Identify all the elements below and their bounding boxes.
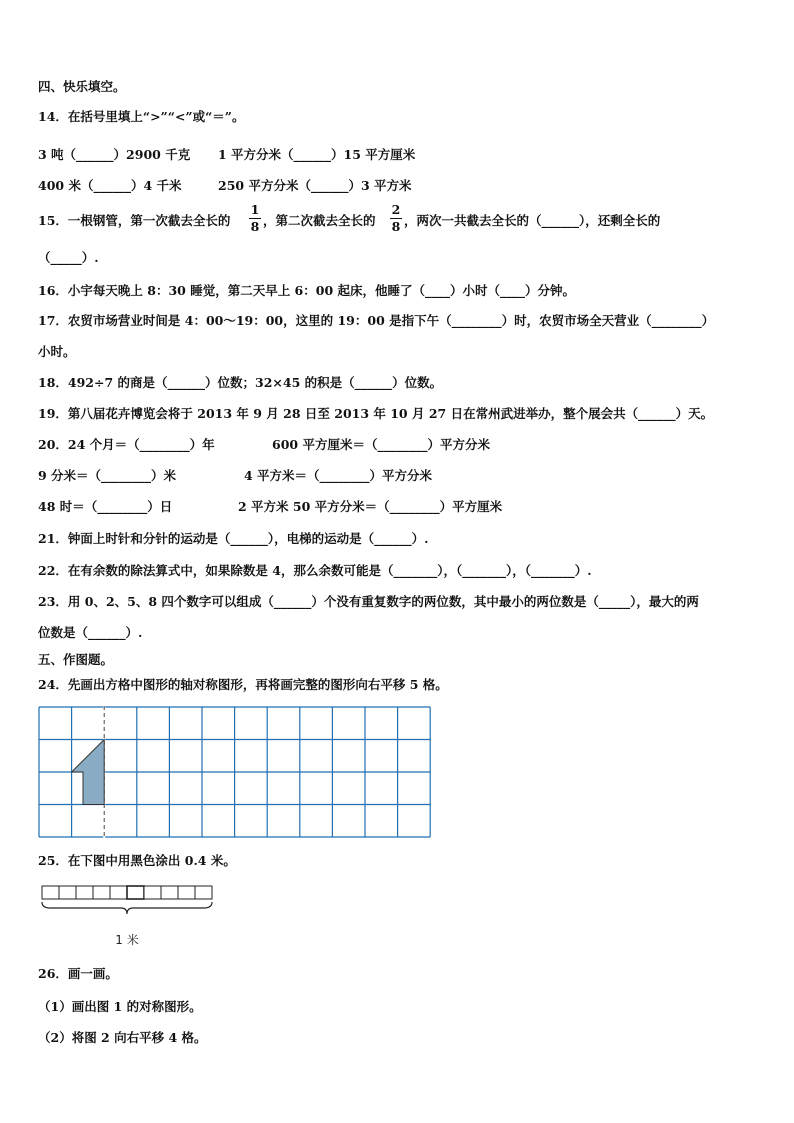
question-14-stem: 14．在括号里填上“>”“<”或“＝”。 <box>38 109 245 124</box>
question-20-item-3: 9 分米＝（________）米 <box>38 468 177 483</box>
question-14-item-4: 250 平方分米（______）3 平方米 <box>218 178 412 193</box>
question-26-sub-1: （1）画出图 1 的对称图形。 <box>38 999 202 1014</box>
question-14-item-2: 1 平方分米（______）15 平方厘米 <box>218 147 416 162</box>
ruler-cell <box>161 886 178 899</box>
question-24: 24．先画出方格中图形的轴对称图形，再将画完整的图形向右平移 5 格。 <box>38 677 448 692</box>
fraction-two-eighths <box>390 203 402 234</box>
section-heading-4: 四、快乐填空。 <box>38 79 126 94</box>
question-20-item-6: 2 平方米 50 平方分米＝（________）平方厘米 <box>238 499 503 514</box>
question-26: 26．画一画。 <box>38 966 118 981</box>
ruler-label: 1 米 <box>115 933 139 947</box>
question-21: 21．钟面上时针和分针的运动是（______），电梯的运动是（______）. <box>38 531 429 546</box>
question-15-part-3: ，两次一共截去全长的（______），还剩全长的 <box>404 213 661 228</box>
ruler-cell <box>178 886 195 899</box>
fraction-numerator: 1 <box>250 202 260 217</box>
question-23-line-1: 23．用 0、2、5、8 四个数字可以组成（______）个没有重复数字的两位数，其中最小的两位数是（_____），最大的两 <box>38 594 699 609</box>
question-20-item-2: 600 平方厘米＝（________）平方分米 <box>272 437 490 452</box>
fraction-denominator: 8 <box>391 219 401 234</box>
ruler-cell <box>93 886 110 899</box>
question-20-item-4: 4 平方米＝（________）平方分米 <box>244 468 433 483</box>
question-15-part-2: ，第二次截去全长的 <box>263 213 376 228</box>
ruler-cell <box>110 886 127 899</box>
question-25: 25．在下图中用黑色涂出 0.4 米。 <box>38 853 236 868</box>
ruler-cell <box>76 886 93 899</box>
question-22: 22．在有余数的除法算式中，如果除数是 4，那么余数可能是（_______），（_______），（_______）. <box>38 563 592 578</box>
fraction-numerator: 2 <box>391 202 401 217</box>
drawing-grid <box>38 706 432 838</box>
question-17-line-2: 小时。 <box>38 344 76 359</box>
given-figure <box>72 740 105 805</box>
question-17-line-1: 17．农贸市场营业时间是 4：00～19：00，这里的 19：00 是指下午（________）时，农贸市场全天营业（________） <box>38 313 715 328</box>
brace <box>42 902 212 914</box>
ruler-cell <box>127 886 144 899</box>
question-16: 16．小宇每天晚上 8：30 睡觉，第二天早上 6：00 起床，他睡了（____）小时（____）分钟。 <box>38 283 575 298</box>
question-14-item-3: 400 米（______）4 千米 <box>38 178 182 193</box>
ruler-cell <box>195 886 212 899</box>
question-19: 19．第八届花卉博览会将于 2013 年 9 月 28 日至 2013 年 10 月 27 日在常州武进举办，整个展会共（______）天。 <box>38 406 714 421</box>
fraction-one-eighth <box>249 203 261 234</box>
section-heading-5: 五、作图题。 <box>38 652 114 667</box>
question-15-part-1: 15．一根钢管，第一次截去全长的 <box>38 213 231 228</box>
question-26-sub-2: （2）将图 2 向右平移 4 格。 <box>38 1030 207 1045</box>
ruler-cell <box>144 886 161 899</box>
question-18: 18．492÷7 的商是（______）位数；32×45 的积是（______）位数。 <box>38 375 443 390</box>
question-15-line-2: （_____）. <box>38 250 99 265</box>
ruler-diagram <box>40 884 220 950</box>
ruler-cell <box>59 886 76 899</box>
ruler-cell <box>42 886 59 899</box>
question-20-item-1: 20．24 个月＝（________）年 <box>38 437 215 452</box>
question-23-line-2: 位数是（______）. <box>38 625 143 640</box>
fraction-denominator: 8 <box>250 219 260 234</box>
question-20-item-5: 48 时＝（________）日 <box>38 499 173 514</box>
question-14-item-1: 3 吨（______）2900 千克 <box>38 147 191 162</box>
